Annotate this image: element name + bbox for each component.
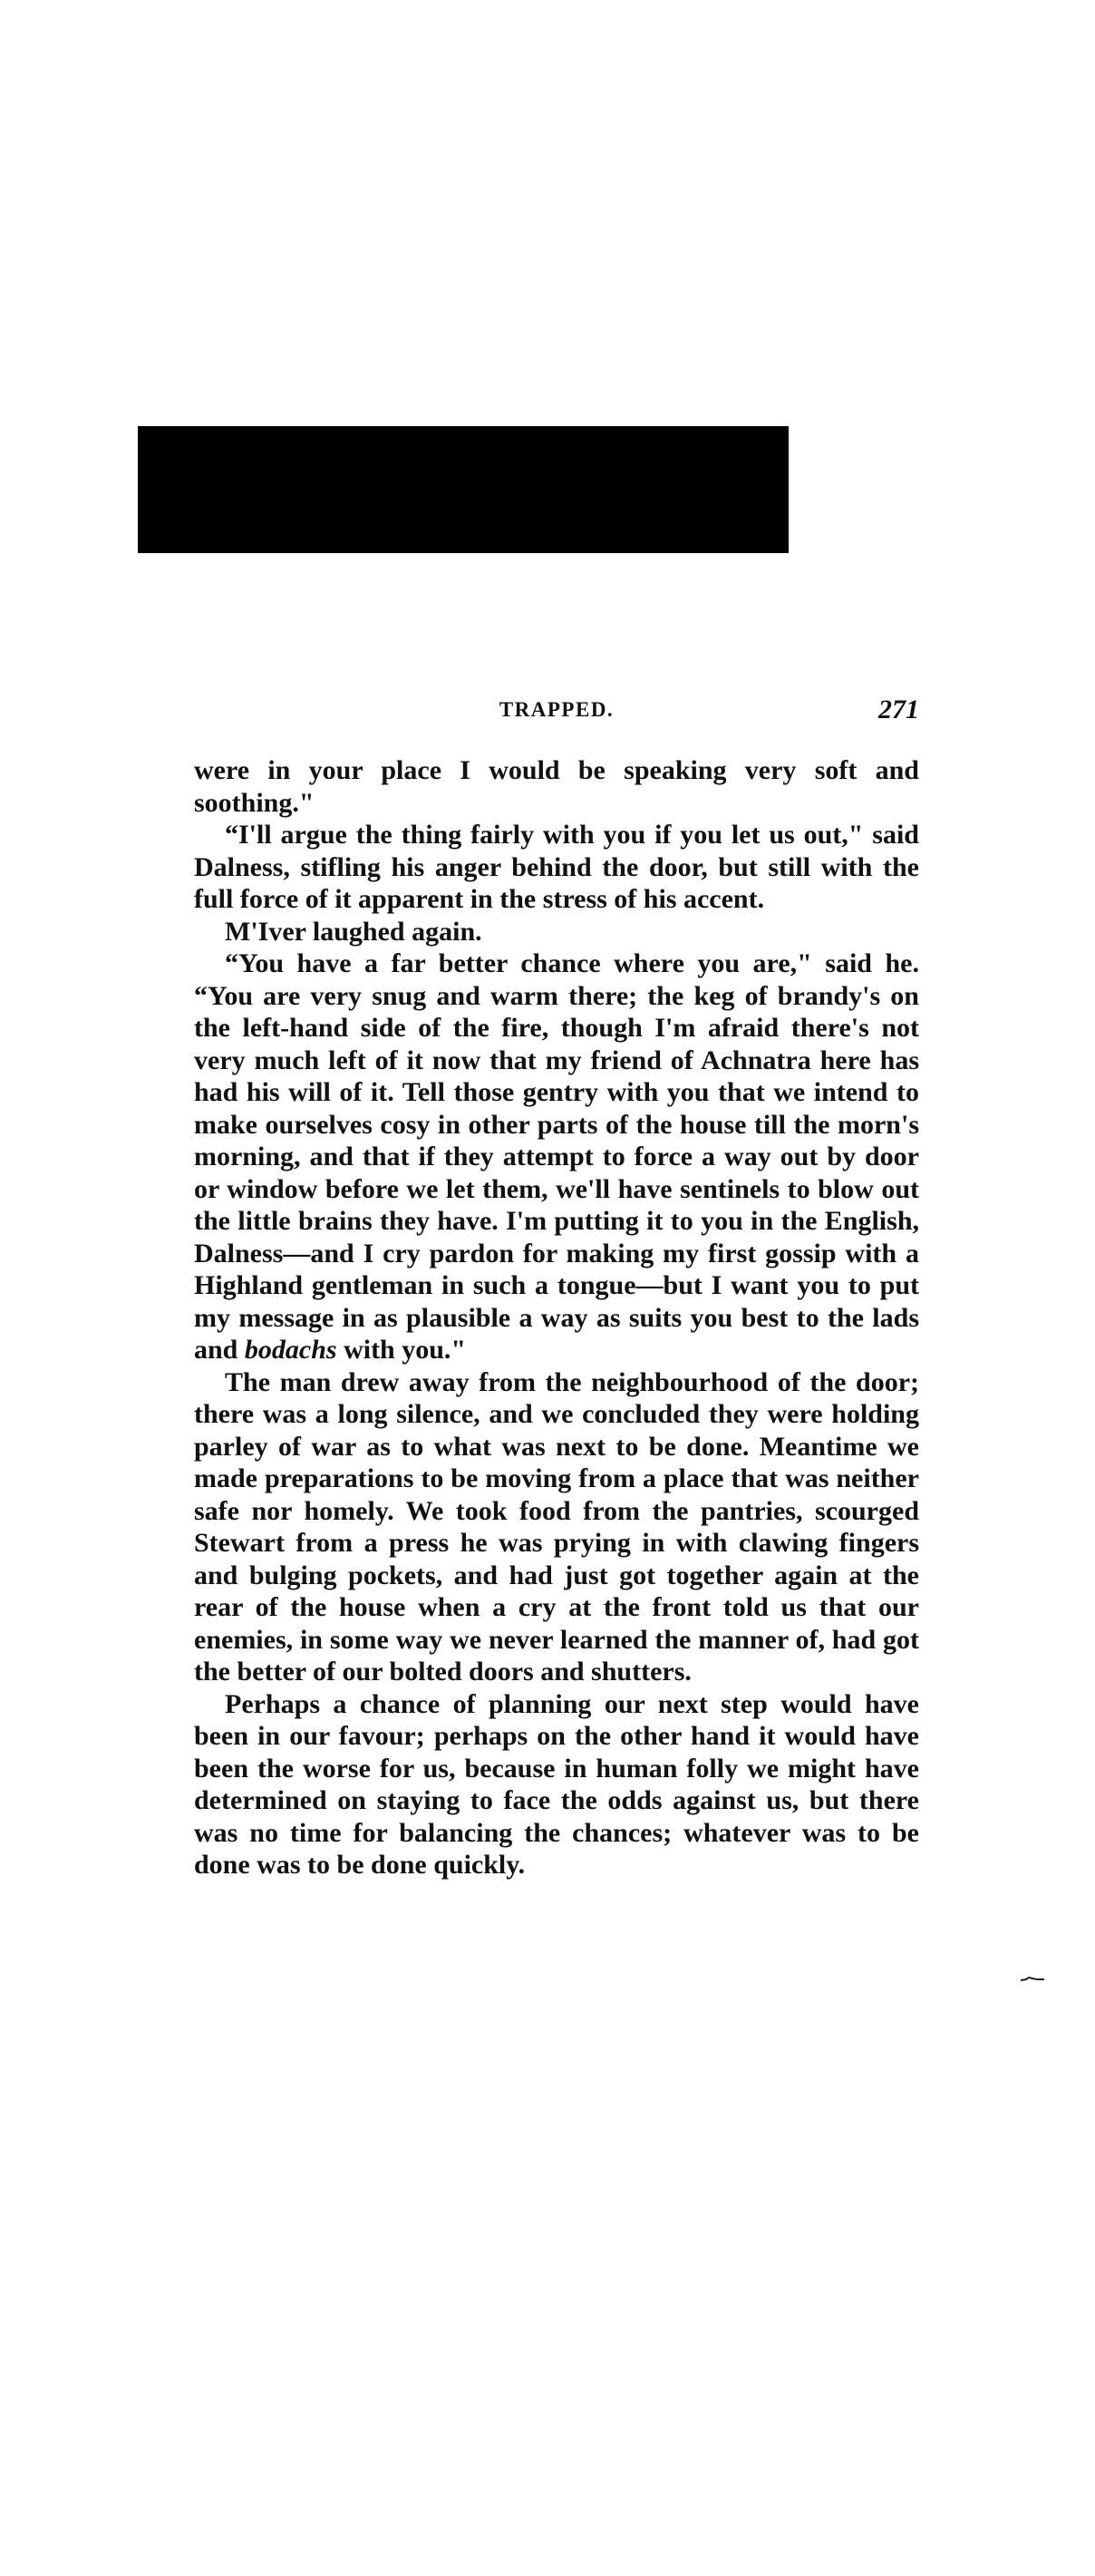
stray-ink-mark	[1021, 1977, 1044, 1982]
page-number: 271	[878, 695, 919, 724]
running-head	[194, 695, 919, 734]
redaction-bar	[138, 426, 789, 553]
page-title: TRAPPED.	[499, 698, 615, 721]
text-body	[194, 754, 919, 1881]
paragraph-1: were in your place I would be speaking very soft and soothing."	[194, 755, 919, 818]
paragraph-2: “I'll argue the thing fairly with you if you let us out," said Dalness, stifling his anger behind the door, but still with the full force of it apparent in the stress of his accent.	[194, 820, 919, 914]
paragraph-3: M'Iver laughed again.	[225, 916, 482, 947]
paragraph-6: Perhaps a chance of planning our next step would have been in our favour; perhaps on the other hand it would have been the worse for us, because in human folly we might have determined on staying to face the odds against us, but there was no time for balancing the chances; whatever was to be done was to be done quickly.	[194, 1688, 919, 1880]
paragraph-4	[194, 948, 919, 1366]
paragraph-4-tail: with you."	[336, 1335, 467, 1365]
paragraph-5: The man drew away from the neighbourhood of the door; there was a long silence, and we concluded they were holding parley of war as to what was next to be done. Meantime we made preparations to be moving from a place that was neither safe nor homely. We took food from the pantries, scourged Stewart from a press he was prying in with clawing fingers and bulging pockets, and had just got together again at the rear of the house when a cry at the front told us that our enemies, in some way we never learned the manner of, had got the better of our bolted doors and shutters.	[194, 1366, 919, 1687]
paragraph-4-text: “You have a far better chance where you are," said he. “You are very snug and warm there; the keg of brandy's on the left-hand side of the fire, though I'm afraid there's not very much left of it now that my friend of Achnatra here has had his will of it. Tell those gentry with you that we intend to make ourselves cosy in other parts of the house till the morn's morning, and that if they attempt to force a way out by door or window before we let them, we'll have sentinels to blow out the little brains they have. I'm putting it to you in the English, Dalness—and I cry pardon for making my first gossip with a Highland gentleman in such a tongue—but I want you to put my message in as plausible a way as suits you best to the lads and	[194, 948, 919, 1365]
italic-word: bodachs	[244, 1335, 337, 1365]
